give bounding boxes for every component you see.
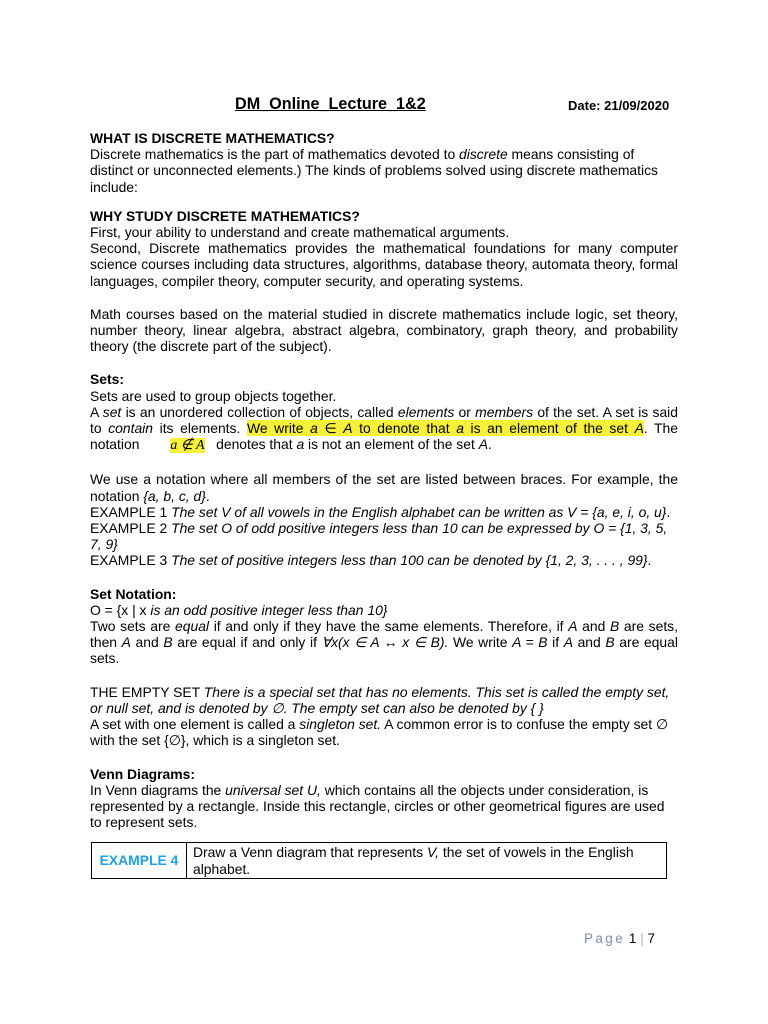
set-builder-example: O = {x | x is an odd positive integer less than 10} xyxy=(90,601,388,618)
paragraph-singleton-set: A set with one element is called a singleton set. A common error is to confuse the empty set ∅ with the set {∅}, which is a singleton set. xyxy=(90,716,669,749)
paragraph-math-courses: Math courses based on the material studied in discrete mathematics include logic, set theory, number theory, linear algebra, abstract algebra, combinatory, graph theory, and probability theory (the discrete part of the subject). xyxy=(90,305,678,355)
page-total: 7 xyxy=(647,931,655,946)
title-row xyxy=(0,96,768,118)
paragraph-first-reason: First, your ability to understand and create mathematical arguments. xyxy=(90,224,510,241)
page-current: 1 xyxy=(628,931,637,946)
heading-what-is-dm: WHAT IS DISCRETE MATHEMATICS? xyxy=(90,130,335,146)
page-separator: | xyxy=(640,931,644,946)
example-1: EXAMPLE 1 The set V of all vowels in the English alphabet can be written as V = {a, e, i, o, u}. xyxy=(90,503,671,520)
page-title: DM_Online_Lecture_1&2 xyxy=(235,95,426,113)
example-4-text: Draw a Venn diagram that represents V, the set of vowels in the English alphabet. xyxy=(187,843,667,878)
document-body xyxy=(90,130,678,879)
example-4-label: EXAMPLE 4 xyxy=(92,843,187,878)
heading-why-study: WHY STUDY DISCRETE MATHEMATICS? xyxy=(90,207,360,224)
heading-set-notation: Set Notation: xyxy=(90,585,177,602)
page-footer xyxy=(584,931,655,947)
heading-venn-diagrams: Venn Diagrams: xyxy=(90,765,195,782)
paragraph-set-definition: A set is an unordered collection of objects, called elements or members of the set. A set is said to contain its elements. We write a ∈ A to denote that a is an element of the set A. The notation a ∉ A denotes that a is not an element of the set A. xyxy=(90,403,678,454)
example-3: EXAMPLE 3 The set of positive integers less than 100 can be denoted by {1, 2, 3, . . . , 99}. xyxy=(90,552,652,569)
example-4-table xyxy=(91,842,667,878)
heading-sets: Sets: xyxy=(90,371,124,388)
paragraph-set-equality: Two sets are equal if and only if they have the same elements. Therefore, if A and B are sets, then A and B are equal if and only if ∀x(x ∈ A ↔ x ∈ B). We write A = B if A and B are equal sets. xyxy=(90,618,678,667)
lecture-date: Date: 21/09/2020 xyxy=(568,98,670,113)
paragraph-what-is-dm: Discrete mathematics is the part of mathematics devoted to discrete means consisting of distinct or unconnected elements.) The kinds of problems solved using discrete mathematics include: xyxy=(90,146,658,195)
highlighted-membership-notation: We write a ∈ A to denote that a is an element of the set A xyxy=(246,420,644,437)
example-2: EXAMPLE 2 The set O of odd positive integers less than 10 can be expressed by O = {1, 3, 5, 7, 9} xyxy=(90,520,668,553)
paragraph-empty-set: THE EMPTY SET There is a special set that has no elements. This set is called the empty set, or null set, and is denoted by ∅. The empty set can also be denoted by { } xyxy=(90,683,670,716)
paragraph-sets-intro: Sets are used to group objects together. xyxy=(90,387,337,404)
paragraph-second-reason: Second, Discrete mathematics provides the mathematical foundations for many computer science courses including data structures, algorithms, database theory, automata theory, formal languages, compiler theory, computer security, and operating systems. xyxy=(90,240,678,289)
paragraph-roster-notation: We use a notation where all members of the set are listed between braces. For example, the notation {a, b, c, d}. xyxy=(90,471,678,504)
paragraph-venn-diagrams: In Venn diagrams the universal set U, which contains all the objects under consideration, is represented by a rectangle. Inside this rectangle, circles or other geometrical figures are used to represent sets. xyxy=(90,781,665,831)
not-member-formula: a ∉ A xyxy=(170,438,205,454)
page-word: Page xyxy=(584,931,626,946)
